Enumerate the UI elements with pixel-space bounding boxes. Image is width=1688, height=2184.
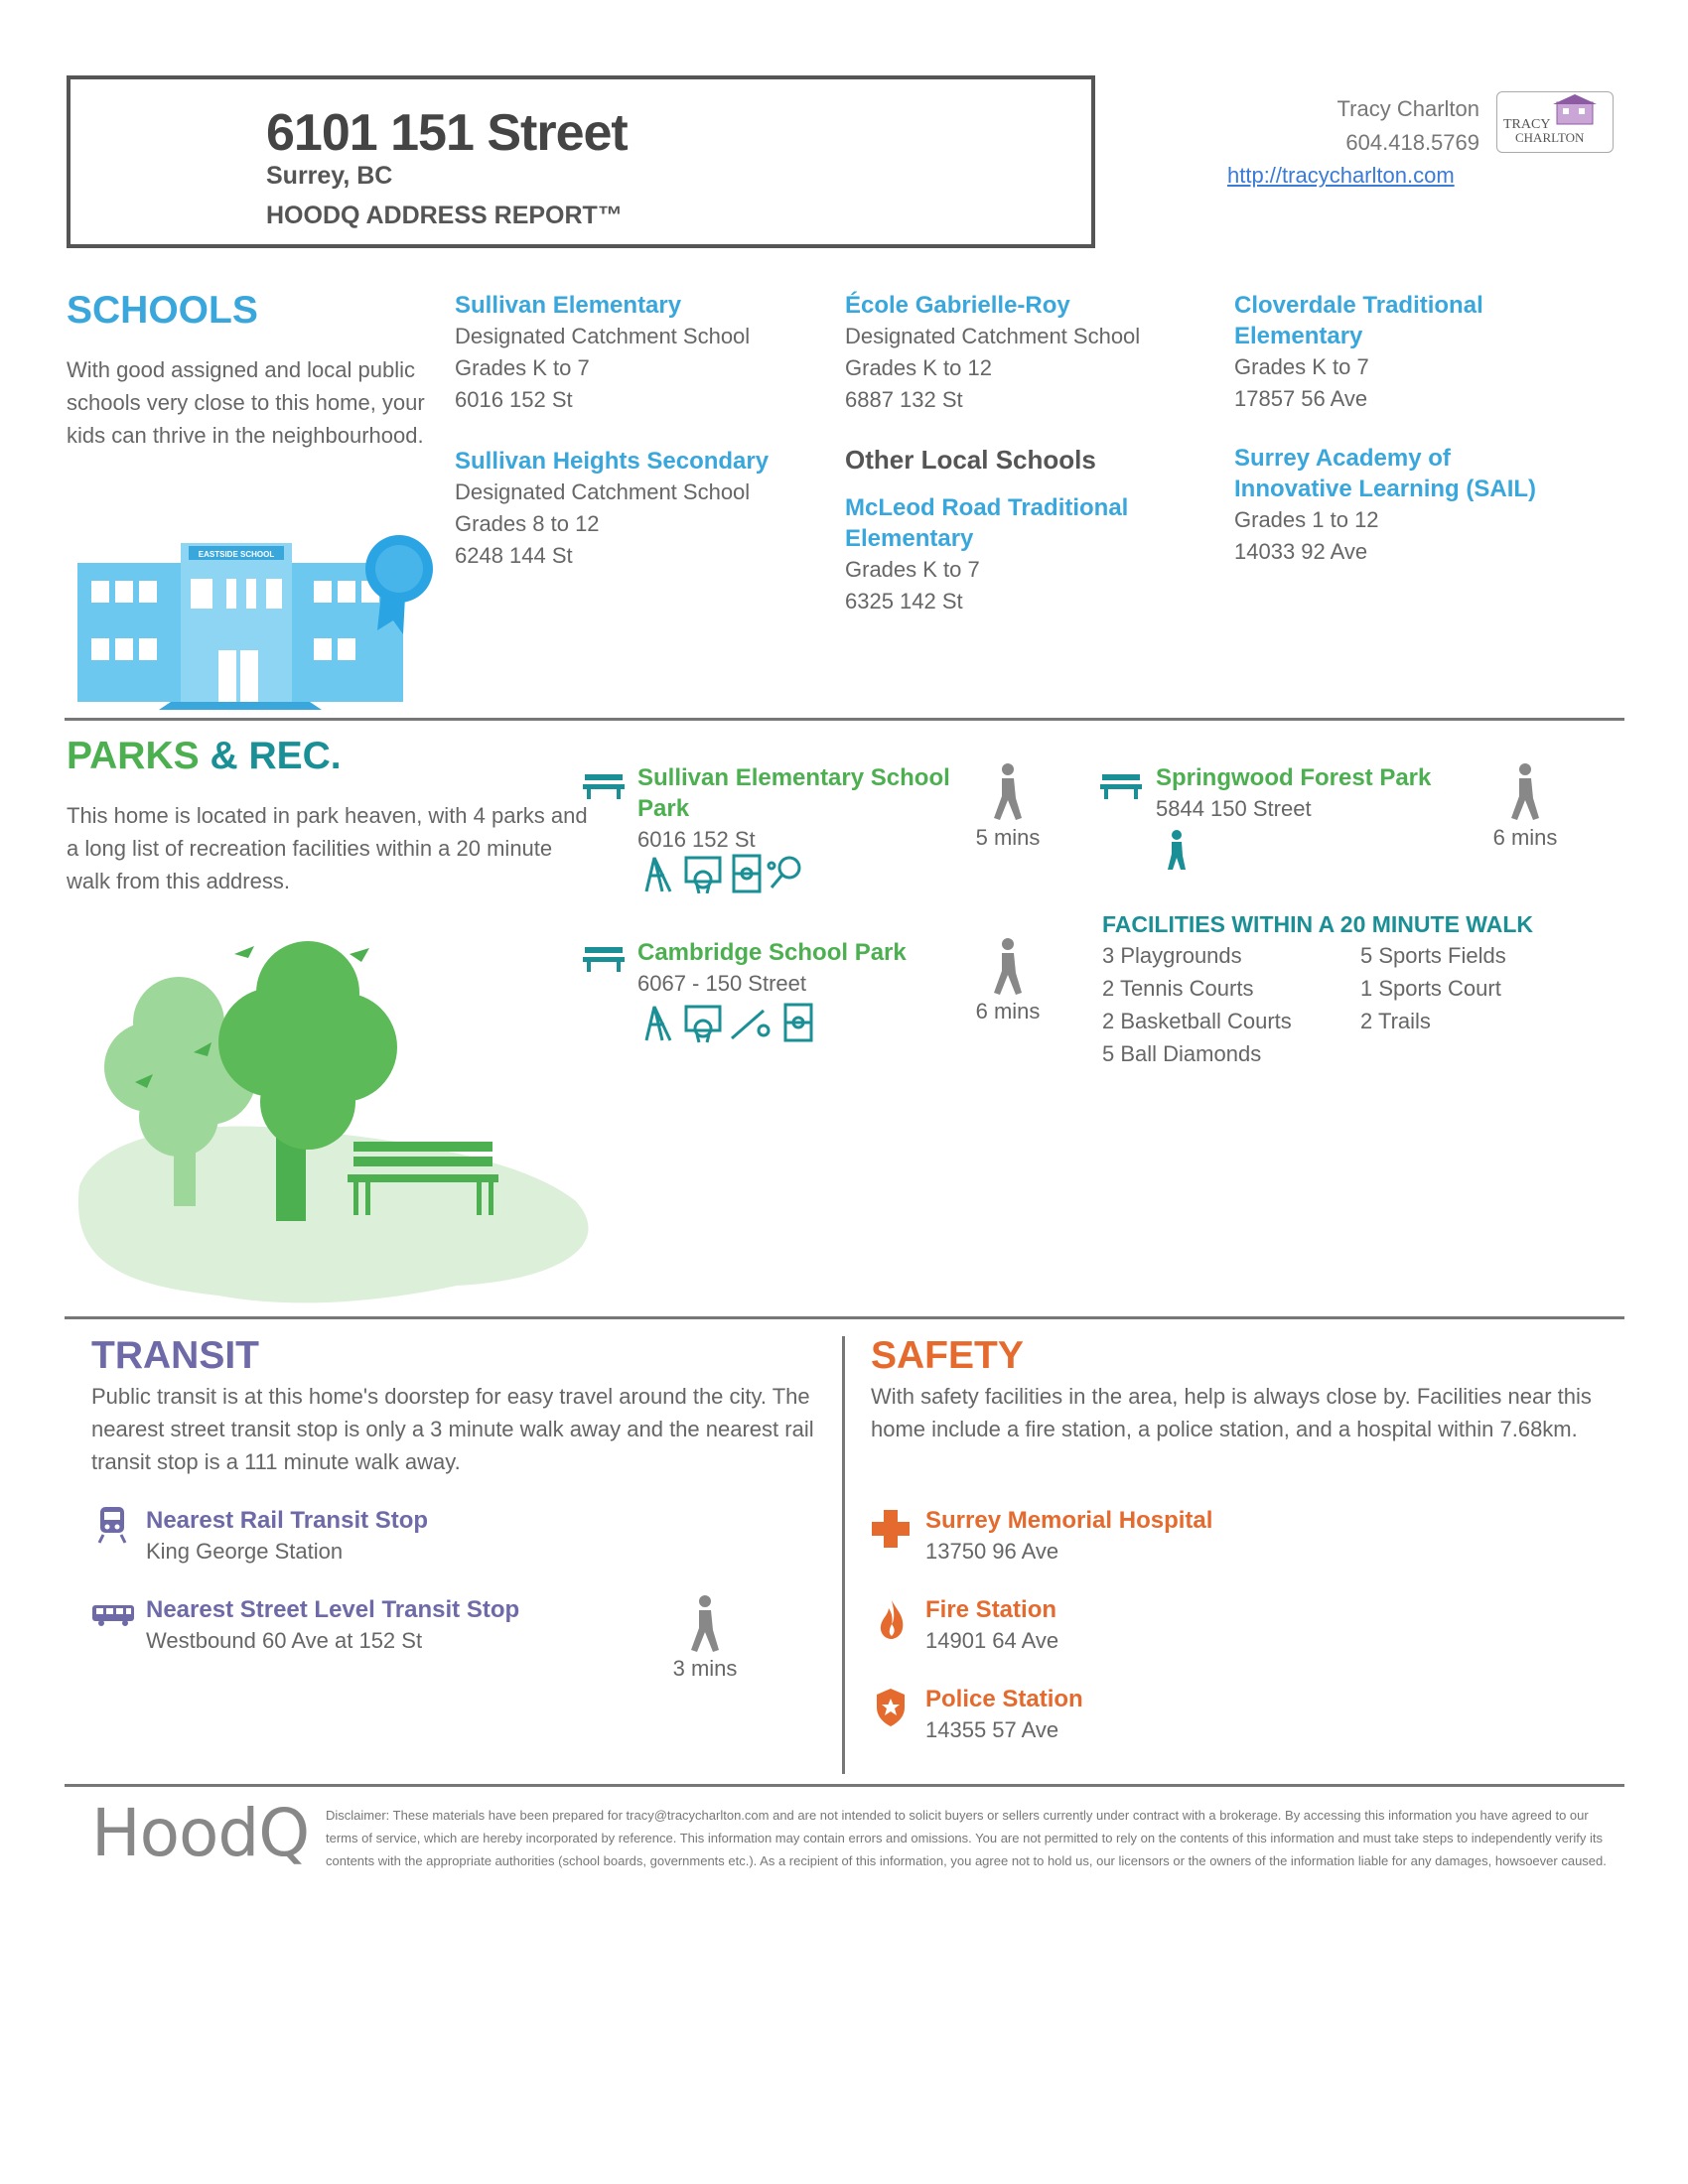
parks-title [67, 735, 342, 778]
facility-item: 1 Sports Court [1360, 976, 1501, 1001]
logo-text-2: CHARLTON [1515, 130, 1585, 145]
parks-description: This home is located in park heaven, with 4 parks and a long list of recreation facilities within a 20 minute walk from this address. [67, 803, 588, 893]
facility-item: 5 Sports Fields [1360, 943, 1506, 968]
walking-person-icon [988, 937, 1028, 997]
basketball-icon [686, 1007, 720, 1042]
school-name[interactable]: Sullivan Elementary [455, 292, 682, 319]
park-address: 5844 150 Street [1156, 796, 1312, 821]
street-stop-value[interactable]: Westbound 60 Ave at 152 St [146, 1628, 423, 1653]
school-building-illustration [71, 531, 449, 710]
schools-description: With good assigned and local public schools very close to this home, your kids can thrive in the neighbourhood. [67, 357, 425, 448]
column-divider [842, 1336, 845, 1774]
safety-item [925, 1594, 1422, 1657]
school-card [845, 492, 1163, 617]
walk-time: 6 mins [1492, 825, 1558, 850]
section-divider [65, 718, 1624, 721]
school-grades: Grades K to 12 [845, 355, 992, 380]
safety-item-name[interactable]: Fire Station [925, 1596, 1057, 1623]
facility-item: 2 Trails [1360, 1009, 1431, 1033]
facilities-list-left [1102, 939, 1360, 1070]
section-divider [65, 1316, 1624, 1319]
playground-icon [646, 1007, 670, 1040]
park-amenity-icons [640, 854, 829, 893]
park-address: 6067 - 150 Street [637, 971, 807, 996]
address-title: 6101 151 Street [266, 104, 628, 162]
school-card [455, 290, 792, 416]
safety-item-name[interactable]: Surrey Memorial Hospital [925, 1507, 1213, 1534]
disclaimer-text: Disclaimer: These materials have been prepared for tracy@tracycharlton.com and are not intended to solicit buyers or sellers currently under contract with a brokerage. By accessing this information you have agreed to our terms of service, which are hereby incorporated by reference. This information may contain errors and omissions. You are not permitted to rely on the contents of this information and must take steps to independently verify its contents with the appropriate authorities (school boards, governments etc.). As a recipient of this information, you agree not to hold us, our licensors or the owners of the information liable for any damages, howsoever caused. [326, 1808, 1607, 1868]
school-name[interactable]: École Gabrielle-Roy [845, 292, 1070, 319]
basketball-icon [686, 858, 720, 893]
school-address: 6325 142 St [845, 589, 963, 614]
baseball-icon [732, 1011, 769, 1038]
facility-item: 5 Ball Diamonds [1102, 1041, 1262, 1066]
school-card [455, 446, 792, 572]
safety-description: With safety facilities in the area, help is always close by. Facilities near this home include a fire station, a police station, and a hospital within 7.68km. [871, 1384, 1592, 1441]
school-name[interactable]: Surrey Academy of Innovative Learning (SAIL) [1234, 445, 1537, 502]
hiking-icon [1164, 830, 1190, 872]
tennis-icon [769, 858, 799, 887]
school-address: 14033 92 Ave [1234, 539, 1368, 564]
safety-item-address: 14901 64 Ave [925, 1628, 1059, 1653]
sports-field-icon [734, 856, 760, 891]
walk-time: 3 mins [672, 1656, 738, 1681]
report-label: HOODQ ADDRESS REPORT™ [266, 202, 623, 229]
school-grades: Grades 1 to 12 [1234, 507, 1379, 532]
address-city: Surrey, BC [266, 162, 393, 190]
park-illustration [60, 918, 596, 1310]
walking-person-icon [1505, 762, 1545, 822]
facility-item: 2 Tennis Courts [1102, 976, 1254, 1001]
hospital-icon [871, 1509, 911, 1549]
agent-phone: 604.418.5769 [1345, 130, 1479, 155]
facility-item: 2 Basketball Courts [1102, 1009, 1292, 1033]
train-icon [97, 1505, 127, 1545]
rail-stop-label: Nearest Rail Transit Stop [146, 1507, 429, 1534]
bench-icon [583, 770, 625, 800]
rail-stop [146, 1505, 543, 1568]
park-card [637, 762, 975, 856]
safety-item-name[interactable]: Police Station [925, 1686, 1083, 1712]
hoodq-logo: HoodQ [91, 1795, 310, 1871]
school-sign: EASTSIDE SCHOOL [198, 550, 275, 559]
safety-item [925, 1684, 1422, 1746]
school-grades: Grades K to 7 [1234, 354, 1369, 379]
other-schools-heading: Other Local Schools [845, 445, 1096, 475]
parks-title-b: & REC. [210, 735, 342, 777]
park-amenity-icons [640, 1003, 829, 1044]
schools-title: SCHOOLS [67, 289, 258, 332]
facilities-heading: FACILITIES WITHIN A 20 MINUTE WALK [1102, 911, 1534, 937]
logo-text-1: TRACY [1503, 117, 1551, 132]
school-address: 6248 144 St [455, 543, 573, 568]
bus-icon [91, 1602, 135, 1628]
school-name[interactable]: Sullivan Heights Secondary [455, 448, 770, 475]
walk-time: 5 mins [975, 825, 1041, 850]
school-address: 6016 152 St [455, 387, 573, 412]
transit-description: Public transit is at this home's doorstep for easy travel around the city. The nearest street transit stop is only a 3 minute walk away and the nearest rail transit stop is a 111 minute walk away. [91, 1384, 814, 1474]
school-catchment: Designated Catchment School [455, 324, 751, 348]
transit-title: TRANSIT [91, 1334, 259, 1377]
sports-field-icon [785, 1005, 811, 1040]
school-card [845, 290, 1183, 416]
police-badge-icon [875, 1688, 907, 1727]
park-card [1156, 762, 1483, 825]
footer-divider [65, 1784, 1624, 1787]
street-stop [146, 1594, 642, 1657]
school-grades: Grades K to 7 [455, 355, 590, 380]
fire-icon [877, 1598, 907, 1640]
school-name[interactable]: McLeod Road Traditional Elementary [845, 494, 1129, 552]
walking-person-icon [988, 762, 1028, 822]
school-card [1234, 290, 1562, 415]
park-card [637, 937, 975, 1000]
bench-icon [1100, 770, 1142, 800]
school-address: 17857 56 Ave [1234, 386, 1368, 411]
agent-logo [1496, 91, 1614, 153]
park-name[interactable]: Cambridge School Park [637, 939, 907, 966]
bench-icon [583, 943, 625, 973]
school-catchment: Designated Catchment School [455, 479, 751, 504]
school-address: 6887 132 St [845, 387, 963, 412]
park-name[interactable]: Sullivan Elementary School Park [637, 764, 950, 822]
park-name[interactable]: Springwood Forest Park [1156, 764, 1432, 791]
facilities-list-right [1360, 939, 1599, 1037]
school-grades: Grades 8 to 12 [455, 511, 600, 536]
walk-time: 6 mins [975, 999, 1041, 1024]
parks-title-a: PARKS [67, 735, 200, 777]
playground-icon [646, 858, 670, 891]
safety-item [925, 1505, 1422, 1568]
school-catchment: Designated Catchment School [845, 324, 1141, 348]
agent-website-link[interactable]: http://tracycharlton.com [1227, 163, 1455, 188]
school-card [1234, 443, 1572, 568]
agent-name: Tracy Charlton [1336, 96, 1479, 121]
walking-person-icon [685, 1594, 725, 1654]
rail-stop-value[interactable]: King George Station [146, 1539, 344, 1564]
street-stop-label: Nearest Street Level Transit Stop [146, 1596, 520, 1623]
school-grades: Grades K to 7 [845, 557, 980, 582]
safety-item-address: 14355 57 Ave [925, 1717, 1059, 1742]
safety-title: SAFETY [871, 1334, 1024, 1377]
facility-item: 3 Playgrounds [1102, 943, 1242, 968]
safety-item-address: 13750 96 Ave [925, 1539, 1059, 1564]
school-name[interactable]: Cloverdale Traditional Elementary [1234, 292, 1483, 349]
park-address: 6016 152 St [637, 827, 756, 852]
